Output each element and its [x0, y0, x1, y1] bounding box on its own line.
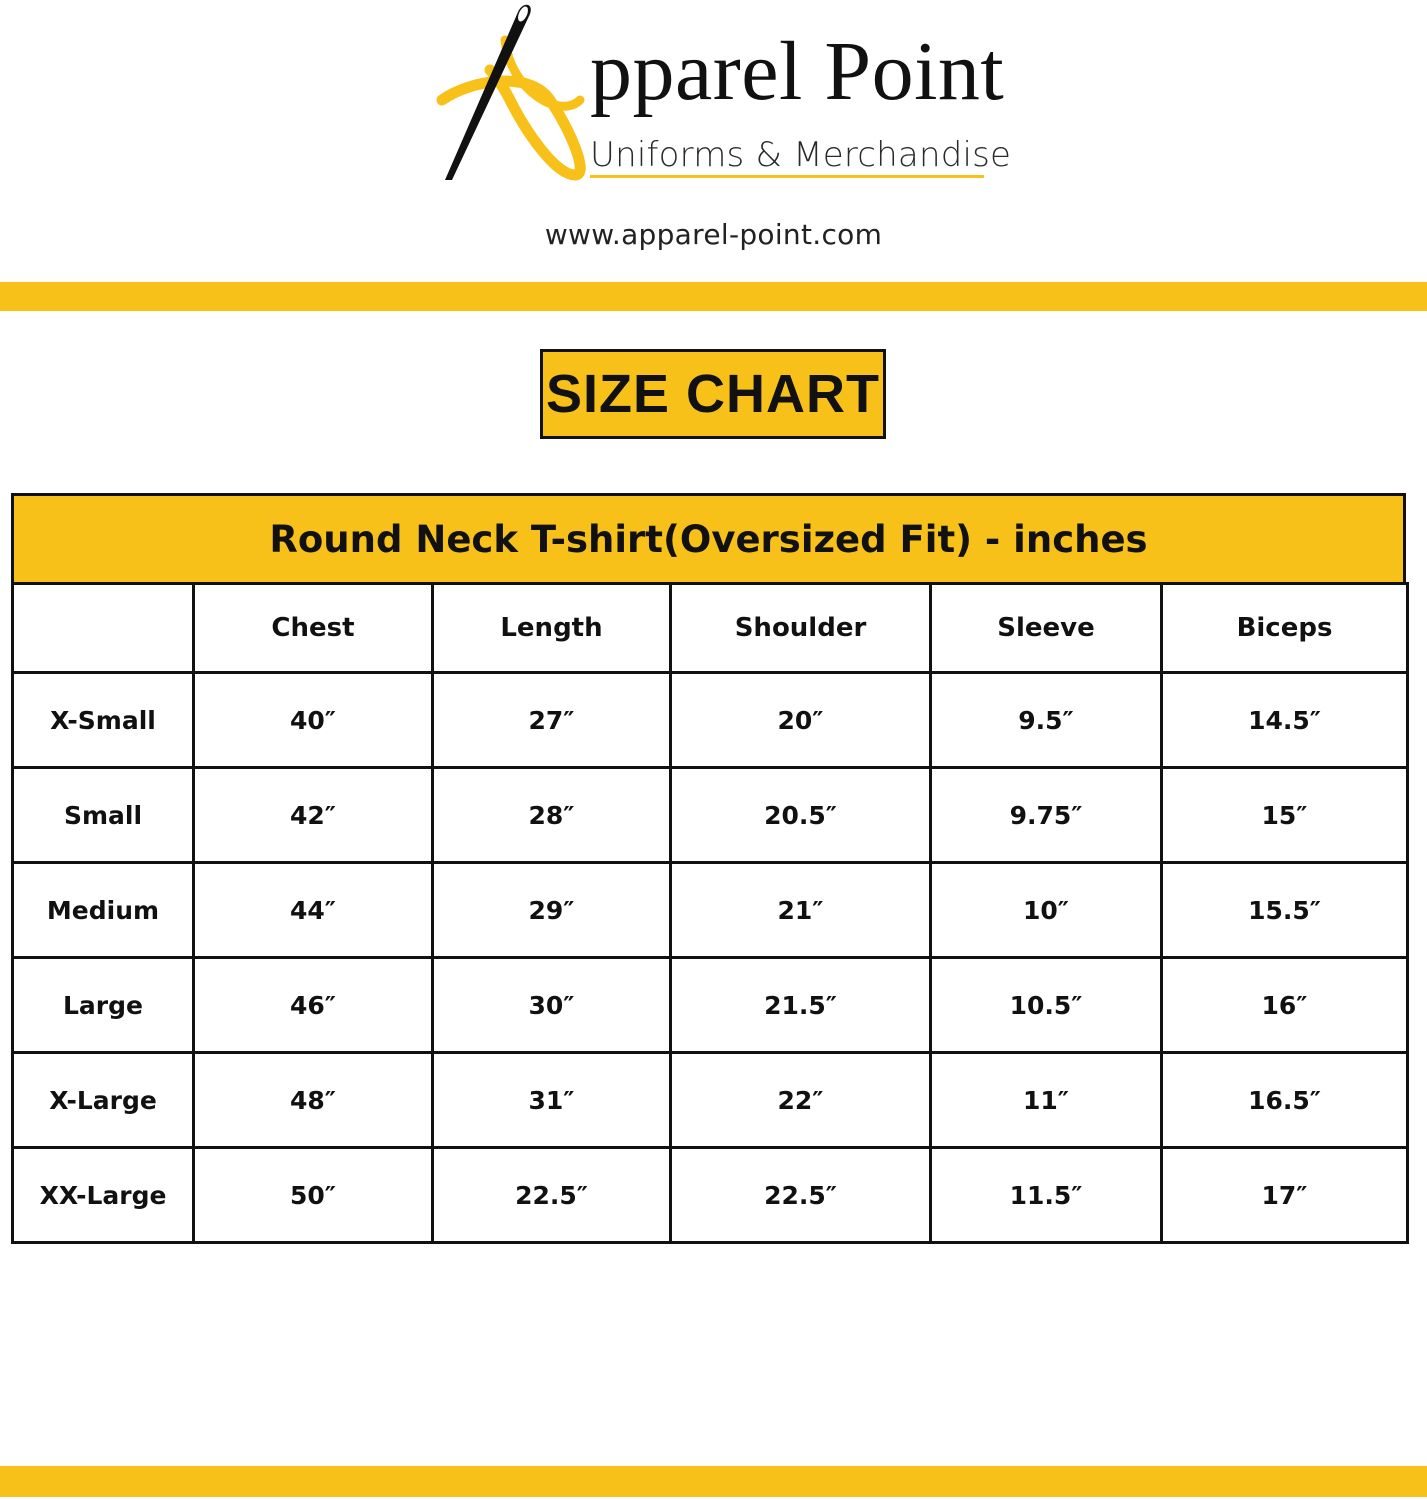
brand-tagline: Uniforms & Merchandise: [590, 135, 1012, 175]
table-cell: 28″: [433, 768, 671, 863]
table-cell: 9.75″: [931, 768, 1162, 863]
table-row: [13, 863, 1408, 958]
table-cell: 9.5″: [931, 673, 1162, 768]
header-cell-chest: Chest: [194, 584, 433, 673]
website-url[interactable]: www.apparel-point.com: [544, 218, 883, 251]
table-cell: 30″: [433, 958, 671, 1053]
table-cell: 42″: [194, 768, 433, 863]
header-cell-shoulder: Shoulder: [671, 584, 931, 673]
table-cell: 22″: [671, 1053, 931, 1148]
table-cell: 21.5″: [671, 958, 931, 1053]
bottom-accent-band: [0, 1466, 1427, 1497]
table-cell: 50″: [194, 1148, 433, 1243]
size-label: X-Large: [13, 1053, 194, 1148]
table-row: [13, 1148, 1408, 1243]
table-cell: 10.5″: [931, 958, 1162, 1053]
size-label: Medium: [13, 863, 194, 958]
table-cell: 10″: [931, 863, 1162, 958]
table-cell: 15.5″: [1162, 863, 1408, 958]
table-cell: 16″: [1162, 958, 1408, 1053]
table-cell: 46″: [194, 958, 433, 1053]
table-cell: 22.5″: [433, 1148, 671, 1243]
table-cell: 27″: [433, 673, 671, 768]
table-cell: 15″: [1162, 768, 1408, 863]
size-label: Small: [13, 768, 194, 863]
table-cell: 31″: [433, 1053, 671, 1148]
table-row: [13, 958, 1408, 1053]
size-label: Large: [13, 958, 194, 1053]
table-row: [13, 768, 1408, 863]
table-cell: 16.5″: [1162, 1053, 1408, 1148]
size-label: X-Small: [13, 673, 194, 768]
table-cell: 48″: [194, 1053, 433, 1148]
table-cell: 44″: [194, 863, 433, 958]
header-cell-biceps: Biceps: [1162, 584, 1408, 673]
table-cell: 11.5″: [931, 1148, 1162, 1243]
table-cell: 22.5″: [671, 1148, 931, 1243]
table-cell: 17″: [1162, 1148, 1408, 1243]
table-cell: 20″: [671, 673, 931, 768]
table-cell: 40″: [194, 673, 433, 768]
header-cell-length: Length: [433, 584, 671, 673]
needle-thread-icon: [430, 0, 600, 190]
header-cell-size: [13, 584, 194, 673]
top-accent-band: [0, 282, 1427, 311]
table-cell: 14.5″: [1162, 673, 1408, 768]
header-cell-sleeve: Sleeve: [931, 584, 1162, 673]
header-row: [13, 584, 1408, 673]
table-title: Round Neck T-shirt(Oversized Fit) - inches: [11, 493, 1406, 582]
table-cell: 20.5″: [671, 768, 931, 863]
table-cell: 11″: [931, 1053, 1162, 1148]
brand-name: pparel Point: [590, 25, 1005, 118]
size-chart-badge: SIZE CHART: [540, 349, 886, 439]
size-chart-table: [11, 493, 1406, 1244]
size-label: XX-Large: [13, 1148, 194, 1243]
table-row: [13, 673, 1408, 768]
size-table: [11, 582, 1409, 1244]
tagline-underline: [590, 175, 984, 178]
table-row: [13, 1053, 1408, 1148]
table-cell: 21″: [671, 863, 931, 958]
table-cell: 29″: [433, 863, 671, 958]
